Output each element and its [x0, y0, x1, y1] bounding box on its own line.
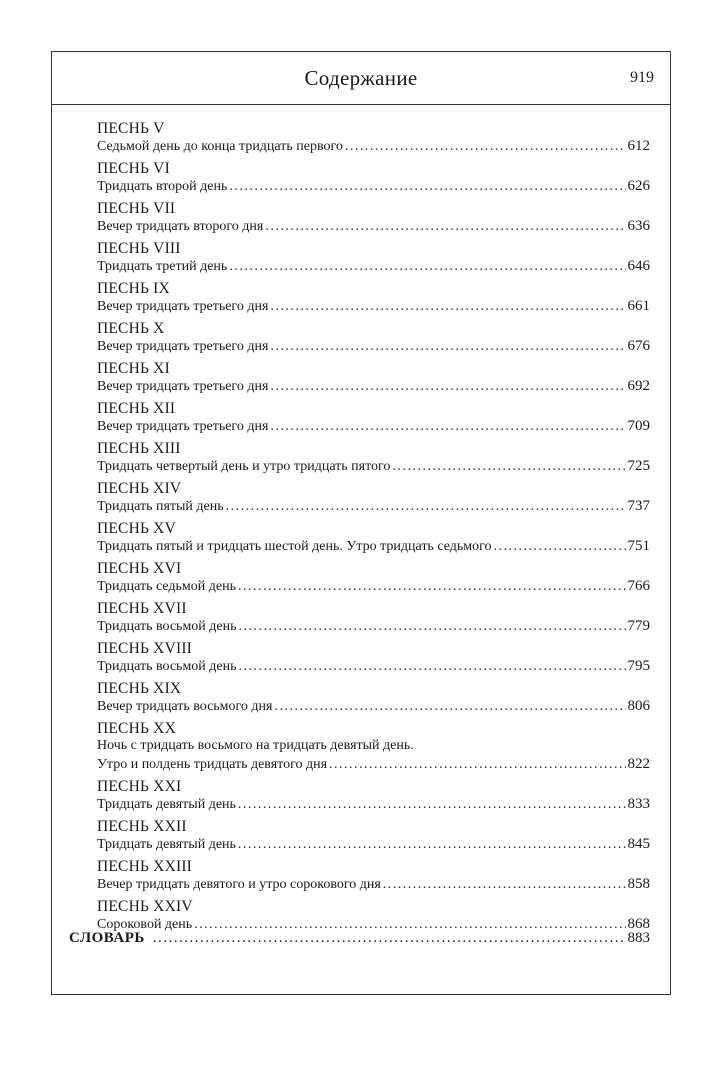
dot-leader: [270, 298, 625, 316]
entry-page: 709: [627, 418, 650, 434]
entry-description: Тридцать второй день: [97, 179, 228, 194]
entry-page: 661: [627, 298, 650, 314]
toc-entry[interactable]: [97, 360, 650, 396]
entry-line: [97, 697, 650, 716]
song-label: ПЕСНЬ XXIV: [97, 898, 193, 915]
song-label: ПЕСНЬ VII: [97, 200, 176, 217]
song-label: ПЕСНЬ XX: [97, 720, 176, 737]
entry-line: [97, 835, 650, 854]
toc-entry[interactable]: [97, 240, 650, 276]
dot-leader: [238, 578, 626, 596]
song-label: ПЕСНЬ XXIII: [97, 858, 193, 875]
song-label: ПЕСНЬ XII: [97, 400, 176, 417]
toc-entry[interactable]: [97, 480, 650, 516]
dot-leader: [329, 756, 625, 774]
entry-page: 636: [627, 218, 650, 234]
entry-description: Ночь с тридцать восьмого на тридцать девятый день.: [97, 738, 414, 753]
entry-line: [97, 137, 650, 156]
entry-page: 646: [627, 258, 650, 274]
toc-entry[interactable]: [97, 400, 650, 436]
dot-leader: [383, 876, 626, 894]
entry-description: Вечер тридцать третьего дня: [97, 379, 269, 394]
entry-line: [97, 337, 650, 356]
page-header: [52, 52, 670, 105]
toc-entry[interactable]: [97, 120, 650, 156]
dot-leader: [239, 658, 626, 676]
entry-description: Тридцать четвертый день и утро тридцать пятого: [97, 459, 391, 474]
entry-line: [97, 577, 650, 596]
dot-leader: [274, 698, 625, 716]
entry-description: Вечер тридцать третьего дня: [97, 419, 269, 434]
dictionary-page: 883: [627, 930, 650, 946]
entry-page: 676: [627, 338, 650, 354]
toc-entry[interactable]: [97, 858, 650, 894]
entry-line: [97, 755, 650, 774]
entry-line: [97, 657, 650, 676]
song-label: ПЕСНЬ XVIII: [97, 640, 193, 657]
song-label: ПЕСНЬ X: [97, 320, 165, 337]
song-label: ПЕСНЬ VI: [97, 160, 170, 177]
entry-line: [97, 297, 650, 316]
table-of-contents: [97, 120, 650, 938]
dot-leader: [270, 338, 625, 356]
entry-line: [97, 457, 650, 476]
toc-entry[interactable]: [97, 280, 650, 316]
entry-description: Утро и полдень тридцать девятого дня: [97, 757, 328, 772]
entry-description: Вечер тридцать третьего дня: [97, 339, 269, 354]
entry-page: 806: [627, 698, 650, 714]
page-title: Содержание: [304, 66, 418, 90]
dot-leader: [229, 178, 625, 196]
entry-description: Тридцать девятый день: [97, 797, 236, 812]
entry-description: Тридцать восьмой день: [97, 619, 237, 634]
song-label: ПЕСНЬ XIX: [97, 680, 182, 697]
entry-description: Тридцать пятый и тридцать шестой день. Утро тридцать седьмого: [97, 539, 492, 554]
entry-page: 612: [627, 138, 650, 154]
song-label: ПЕСНЬ XXII: [97, 818, 187, 835]
dot-leader: [239, 618, 626, 636]
entry-page: 737: [627, 498, 650, 514]
dot-leader: [238, 836, 626, 854]
dot-leader: [265, 218, 625, 236]
entry-description: Вечер тридцать третьего дня: [97, 299, 269, 314]
entry-line: [97, 875, 650, 894]
entry-page: 795: [627, 658, 650, 674]
toc-entry[interactable]: [97, 200, 650, 236]
entry-page: 822: [627, 756, 650, 772]
toc-entry[interactable]: [97, 560, 650, 596]
entry-page: 779: [627, 618, 650, 634]
entry-description: Тридцать пятый день: [97, 499, 224, 514]
entry-line: [97, 497, 650, 516]
dot-leader: [345, 138, 626, 156]
page-number: 919: [630, 69, 654, 86]
entry-description: Тридцать девятый день: [97, 837, 236, 852]
entry-line: [97, 617, 650, 636]
entry-line: [97, 257, 650, 276]
song-label: ПЕСНЬ XIII: [97, 440, 181, 457]
entry-page: 766: [627, 578, 650, 594]
entry-description: Вечер тридцать восьмого дня: [97, 699, 273, 714]
toc-entry[interactable]: [97, 520, 650, 556]
toc-entry[interactable]: [97, 680, 650, 716]
dot-leader: [229, 258, 625, 276]
entry-description: Тридцать седьмой день: [97, 579, 236, 594]
toc-entry[interactable]: [97, 720, 650, 774]
entry-page: 725: [627, 458, 650, 474]
entry-page: 833: [627, 796, 650, 812]
toc-entry[interactable]: [97, 818, 650, 854]
entry-line: [97, 217, 650, 236]
dictionary-label: СЛОВАРЬ: [69, 930, 145, 946]
toc-entry[interactable]: [97, 640, 650, 676]
entry-description: Вечер тридцать второго дня: [97, 219, 264, 234]
entry-description: Тридцать третий день: [97, 259, 228, 274]
entry-line: [97, 417, 650, 436]
toc-entry-dictionary[interactable]: [69, 930, 650, 947]
dot-leader: [153, 930, 626, 947]
page-frame: [51, 51, 671, 995]
song-label: ПЕСНЬ XIV: [97, 480, 182, 497]
entry-description: Седьмой день до конца тридцать первого: [97, 139, 343, 154]
dot-leader: [270, 418, 625, 436]
song-label: ПЕСНЬ IX: [97, 280, 170, 297]
toc-entry[interactable]: [97, 320, 650, 356]
entry-page: 845: [627, 836, 650, 852]
dot-leader: [392, 458, 625, 476]
entry-description: Сороковой день: [97, 917, 193, 932]
dot-leader: [270, 378, 625, 396]
entry-line: [97, 377, 650, 396]
song-label: ПЕСНЬ XVI: [97, 560, 182, 577]
entry-line: [97, 795, 650, 814]
song-label: ПЕСНЬ VIII: [97, 240, 181, 257]
toc-entry[interactable]: [97, 160, 650, 196]
song-label: ПЕСНЬ XXI: [97, 778, 182, 795]
toc-entry[interactable]: [97, 778, 650, 814]
dot-leader: [238, 796, 626, 814]
entry-page: 868: [627, 916, 650, 932]
toc-entry[interactable]: [97, 440, 650, 476]
song-label: ПЕСНЬ XVII: [97, 600, 187, 617]
entry-description: Вечер тридцать девятого и утро сорокового дня: [97, 877, 381, 892]
dot-leader: [494, 538, 626, 556]
song-label: ПЕСНЬ XI: [97, 360, 170, 377]
entry-page: 692: [627, 378, 650, 394]
entry-page: 626: [627, 178, 650, 194]
toc-entry[interactable]: [97, 600, 650, 636]
toc-entry[interactable]: [97, 898, 650, 934]
song-label: ПЕСНЬ V: [97, 120, 165, 137]
entry-line: [97, 177, 650, 196]
dot-leader: [226, 498, 626, 516]
song-label: ПЕСНЬ XV: [97, 520, 176, 537]
entry-description: Тридцать восьмой день: [97, 659, 237, 674]
entry-page: 751: [627, 538, 650, 554]
entry-line: [97, 537, 650, 556]
entry-page: 858: [627, 876, 650, 892]
